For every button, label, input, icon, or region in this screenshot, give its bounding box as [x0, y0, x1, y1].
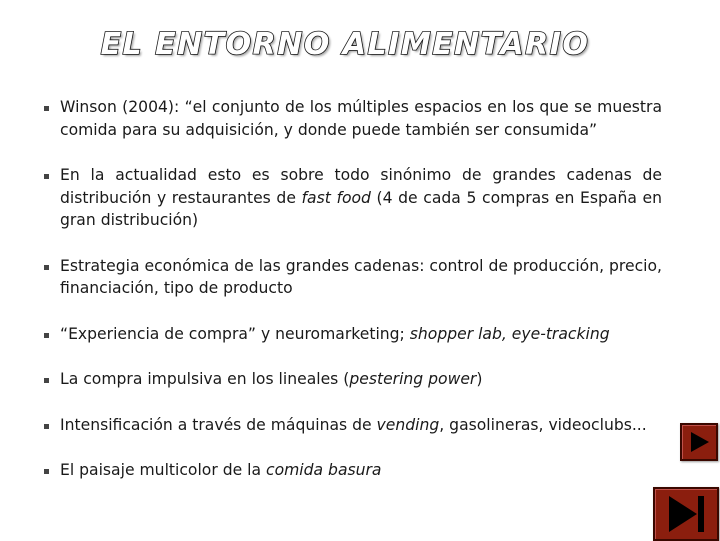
bullet-emphasis: fast food — [301, 188, 371, 207]
bullet-item-actualidad — [44, 164, 662, 232]
bullet-emphasis: vending — [376, 415, 440, 434]
bullet-item-intensificacion — [44, 414, 662, 437]
bullet-item-estrategia — [44, 255, 662, 300]
bullet-marker-icon — [44, 424, 49, 429]
bullet-item-winson — [44, 96, 662, 141]
bullet-text: “Experiencia de compra” y neuromarketing; — [60, 324, 410, 343]
skip-to-end-icon — [655, 489, 717, 539]
bullet-marker-icon — [44, 174, 49, 179]
bullet-text-tail: ) — [476, 370, 483, 388]
bullet-emphasis: shopper lab, eye-tracking — [409, 324, 610, 343]
bullet-item-compra-impulsiva — [44, 368, 662, 391]
bullet-list — [44, 96, 662, 482]
bullet-emphasis: pestering power — [349, 370, 477, 388]
bullet-marker-icon — [44, 106, 49, 111]
bullet-text-tail: (4 de cada 5 compras en España en gran distribución) — [60, 188, 662, 229]
bullet-text: La compra impulsiva en los lineales ( — [60, 370, 350, 388]
bullet-item-paisaje — [44, 459, 662, 482]
bullet-emphasis: comida basura — [266, 461, 382, 479]
slide-title: EL ENTORNO ALIMENTARIO — [100, 27, 590, 62]
bullet-text: Winson (2004): “el conjunto de los múltiples espacios en los que se muestra comida para su adquisición, y donde puede también ser consumida” — [60, 98, 662, 139]
bullet-marker-icon — [44, 378, 49, 383]
last-slide-button[interactable] — [653, 487, 719, 541]
bullet-item-experiencia — [44, 323, 662, 346]
bullet-marker-icon — [44, 265, 49, 270]
bullet-marker-icon — [44, 469, 49, 474]
bullet-text: Intensificación a través de máquinas de — [60, 415, 377, 434]
bullet-text: Estrategia económica de las grandes cadenas: control de producción, precio, financiación, tipo de producto — [60, 256, 662, 297]
bullet-text-tail: , gasolineras, videoclubs... — [439, 415, 647, 434]
bullet-text: El paisaje multicolor de la — [60, 461, 266, 479]
bullet-marker-icon — [44, 333, 49, 338]
next-slide-button[interactable] — [680, 423, 718, 461]
bullet-text: En la actualidad esto es sobre todo sinónimo de grandes cadenas de distribución y restaurantes de — [60, 166, 662, 207]
play-right-icon — [682, 425, 716, 459]
